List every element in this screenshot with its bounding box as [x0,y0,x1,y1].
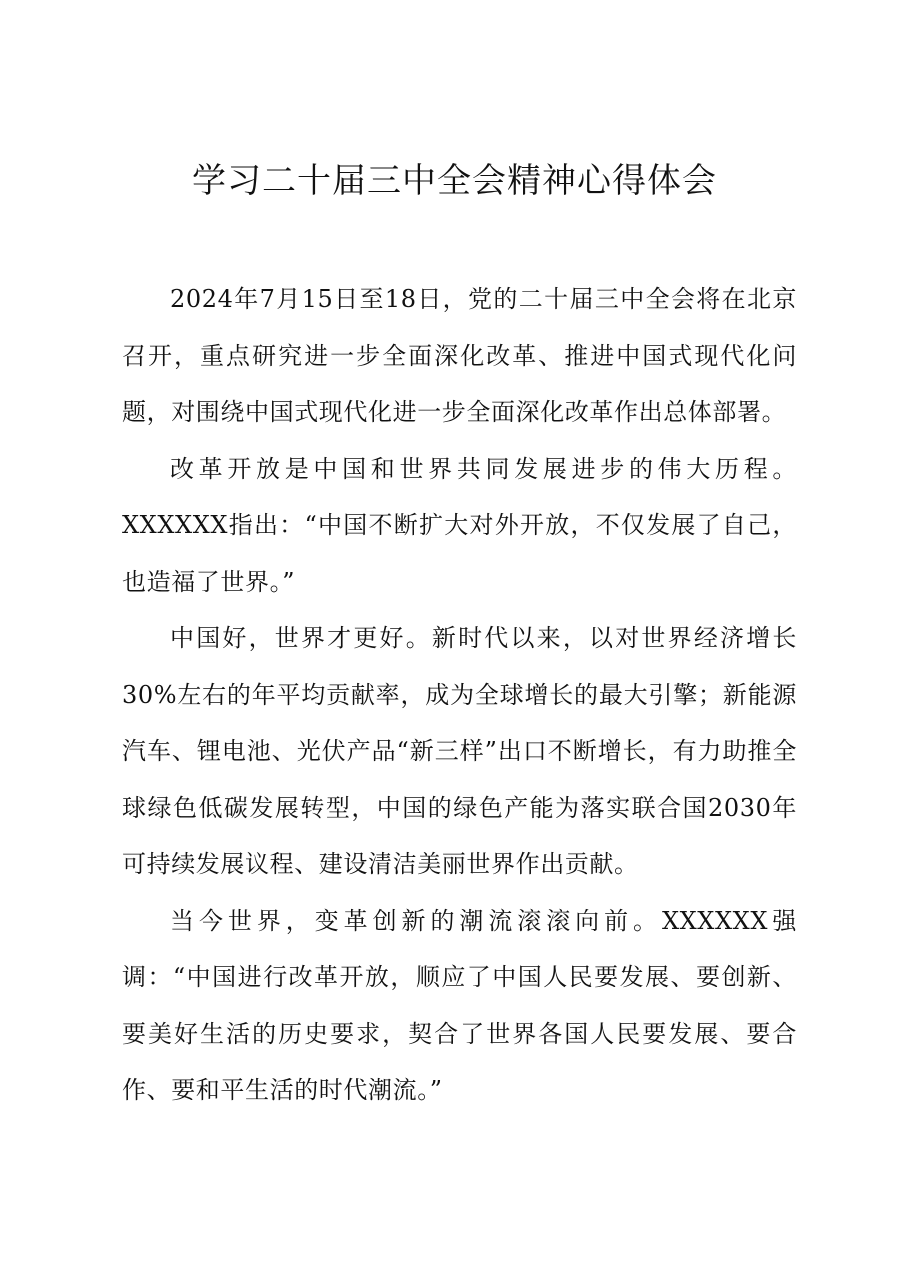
paragraph-4: 当今世界，变革创新的潮流滚滚向前。XXXXXX强调：“中国进行改革开放，顺应了中国人民要发展、要创新、要美好生活的历史要求，契合了世界各国人民要发展、要合作、要和平生活的时代潮流。” [122,906,797,1104]
document-body [122,271,797,1119]
document-title: 学习二十届三中全会精神心得体会 [192,161,717,201]
paragraph-3: 中国好，世界才更好。新时代以来，以对世界经济增长30%左右的年平均贡献率，成为全球增长的最大引擎；新能源汽车、锂电池、光伏产品“新三样”出口不断增长，有力助推全球绿色低碳发展转型，中国的绿色产能为落实联合国2030年可持续发展议程、建设清洁美丽世界作出贡献。 [122,624,797,878]
paragraph-1: 2024年7月15日至18日，党的二十届三中全会将在北京召开，重点研究进一步全面深化改革、推进中国式现代化问题，对围绕中国式现代化进一步全面深化改革作出总体部署。 [122,285,797,426]
paragraph-2: 改革开放是中国和世界共同发展进步的伟大历程。XXXXXX指出：“中国不断扩大对外开放，不仅发展了自己，也造福了世界。” [122,454,797,596]
